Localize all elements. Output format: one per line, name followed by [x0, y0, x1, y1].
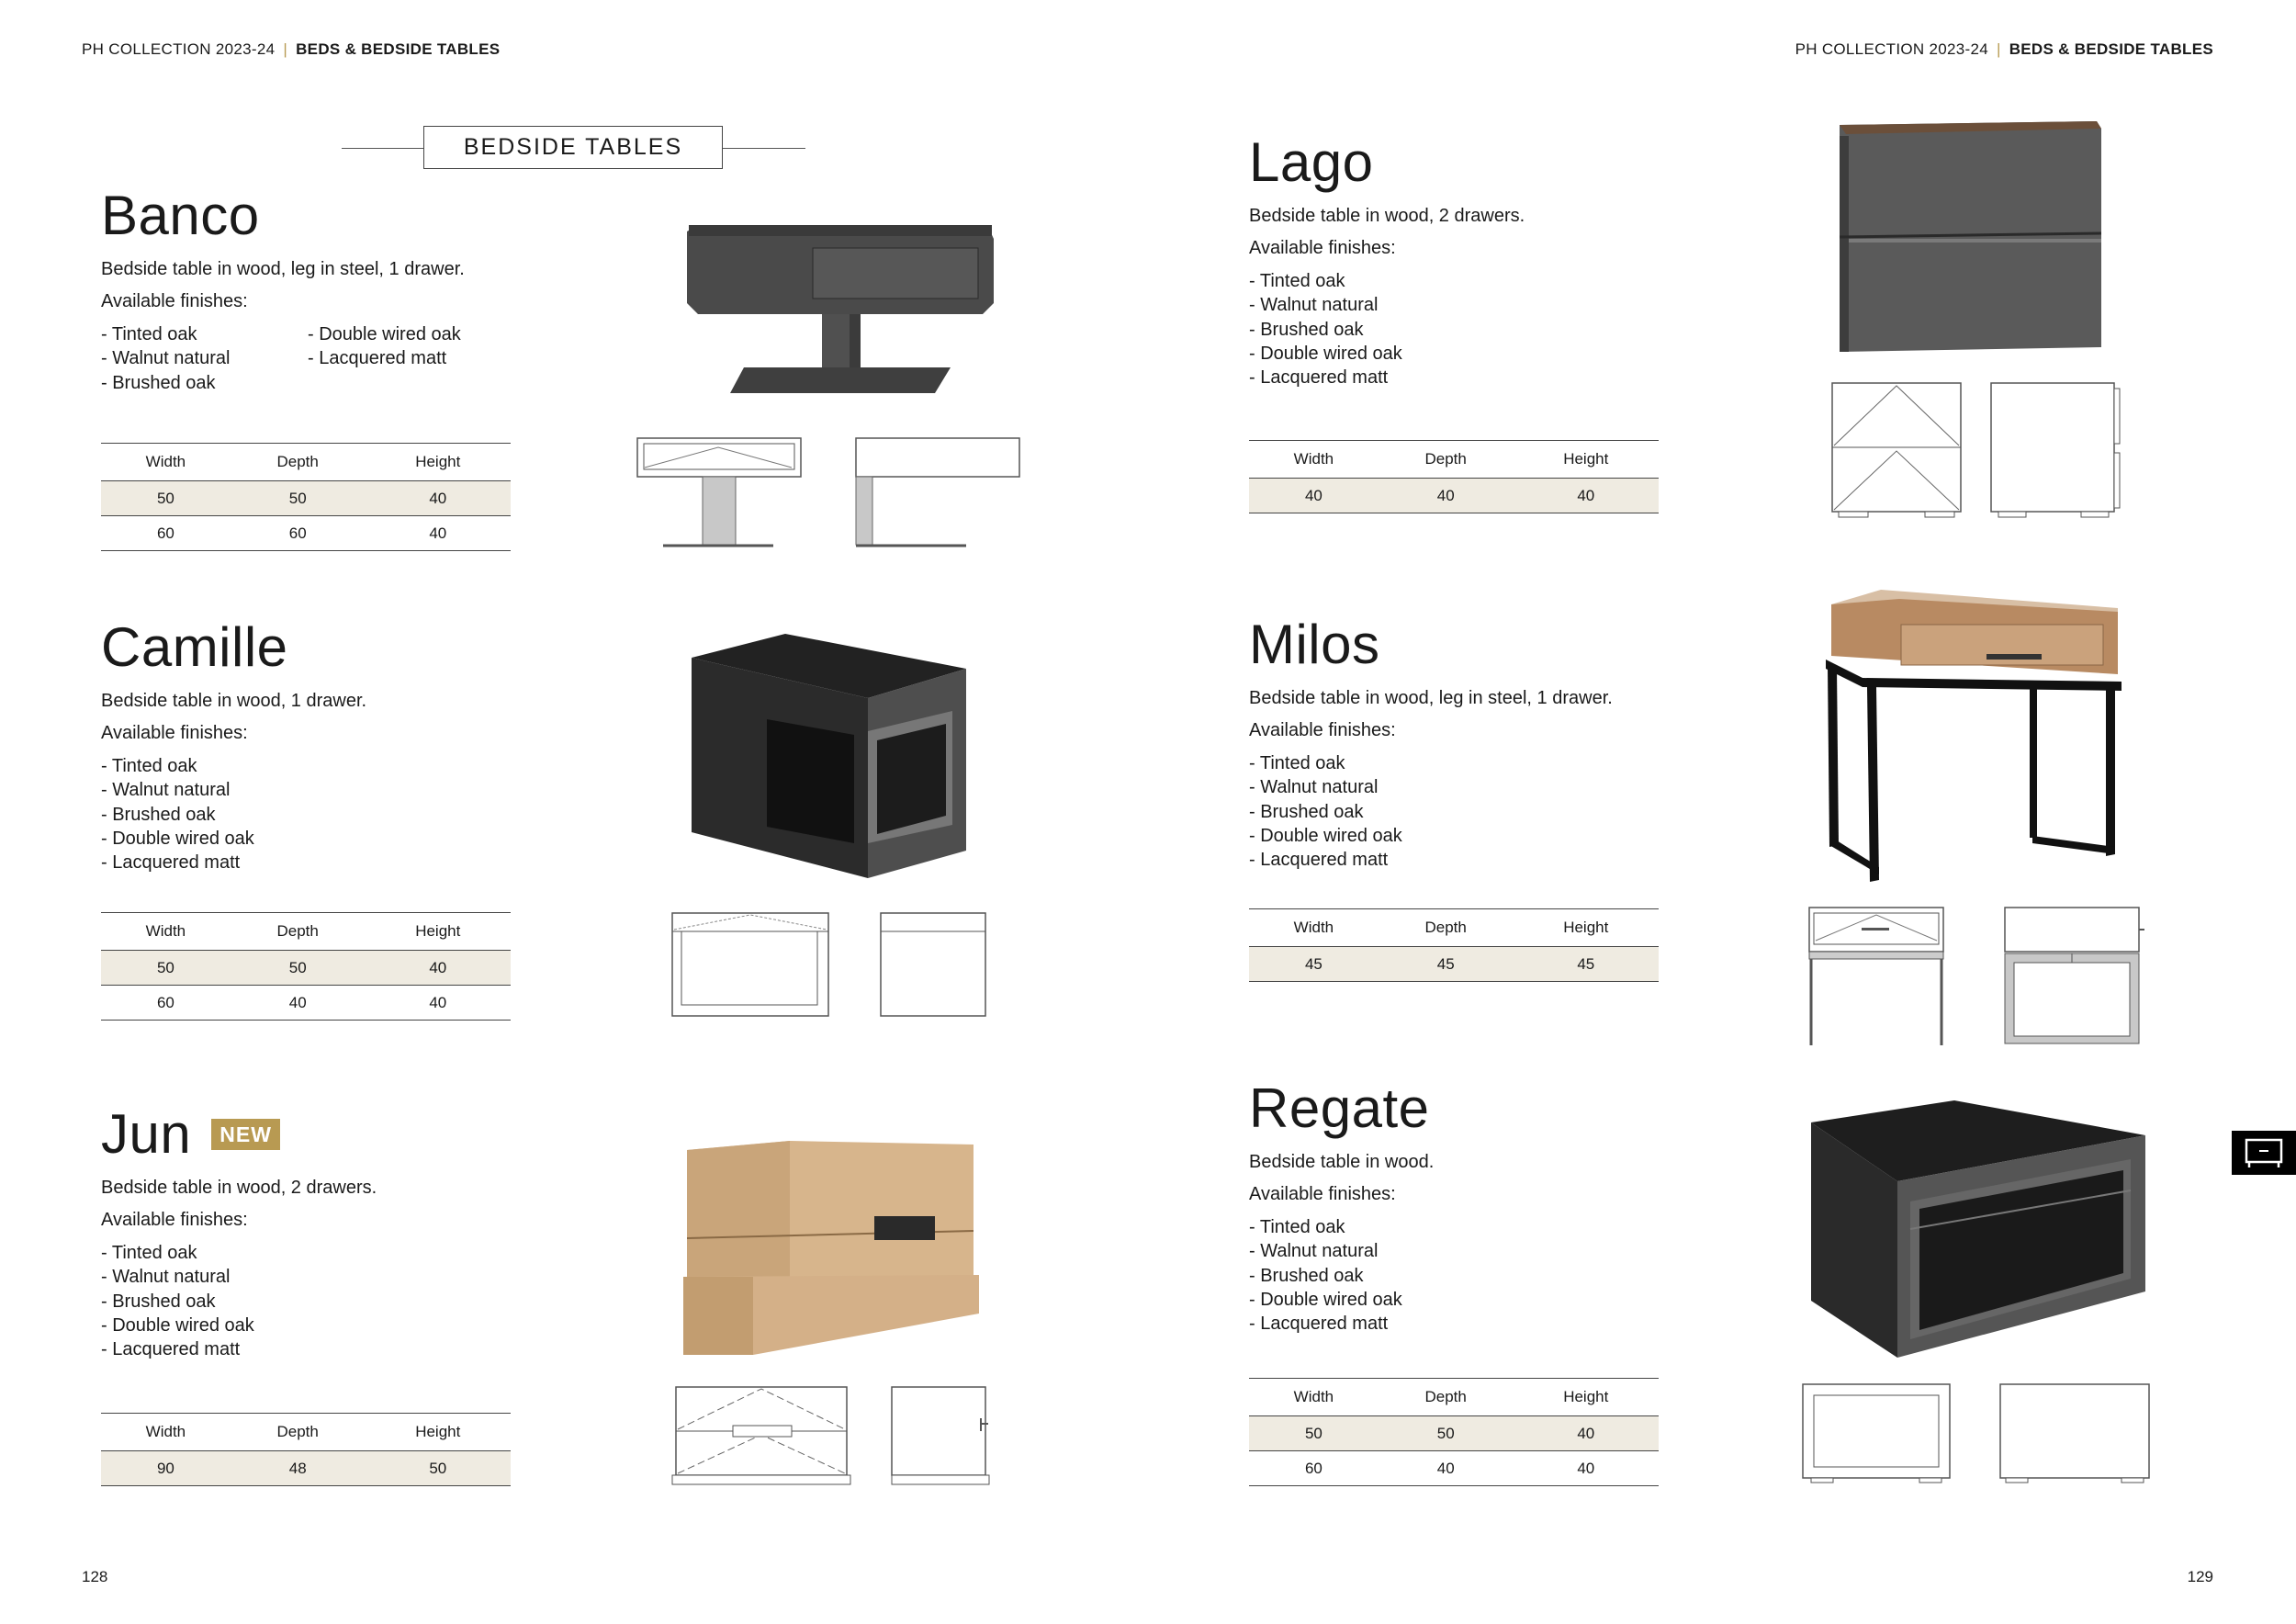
cell-width: 50 — [101, 951, 231, 986]
finish-item: - Double wired oak — [1249, 825, 1402, 846]
dimensions-table — [1249, 908, 1659, 982]
table-row — [1249, 479, 1659, 513]
header-collection: PH COLLECTION 2023-24 — [82, 40, 276, 58]
col-width: Width — [1249, 1379, 1379, 1416]
finish-item: - Double wired oak — [1249, 1289, 1402, 1310]
finish-item: - Lacquered matt — [1249, 850, 1389, 871]
product-lago — [1249, 133, 1662, 389]
section-label: BEDSIDE TABLES — [423, 126, 723, 169]
product-description: Bedside table in wood, 1 drawer. — [101, 691, 367, 711]
new-badge: NEW — [211, 1119, 280, 1150]
product-milos — [1249, 615, 1662, 872]
dimensions-table — [101, 912, 511, 1021]
regate-photo — [1807, 1099, 2149, 1359]
cell-depth: 50 — [231, 951, 366, 986]
cell-width: 60 — [101, 516, 231, 551]
header-collection: PH COLLECTION 2023-24 — [1795, 40, 1988, 58]
finishes-label: Available finishes: — [1249, 720, 1396, 740]
finish-item: - Walnut natural — [1249, 295, 1379, 316]
page-number-right: 129 — [2187, 1568, 2213, 1585]
finish-item: - Brushed oak — [101, 372, 216, 393]
table-row — [101, 516, 511, 551]
section-rule-right — [723, 148, 805, 149]
bedside-table-tab[interactable] — [2232, 1131, 2296, 1175]
page-number-left: 128 — [82, 1568, 108, 1585]
dimensions-table — [1249, 1378, 1659, 1486]
finishes-list — [101, 322, 514, 395]
finishes-list — [1249, 269, 1662, 389]
table-row — [1249, 1451, 1659, 1486]
product-title: Banco — [101, 185, 260, 246]
finishes-label: Available finishes: — [1249, 1184, 1396, 1204]
col-height: Height — [366, 913, 511, 951]
finish-item: - Tinted oak — [101, 324, 197, 344]
lago-drawings — [1828, 381, 2123, 519]
finish-item: - Lacquered matt — [101, 1339, 241, 1360]
header-separator: | — [283, 40, 288, 58]
lago-photo — [1835, 118, 2105, 358]
finishes-label: Available finishes: — [1249, 238, 1396, 258]
table-header-row — [1249, 441, 1659, 479]
table-header-row — [1249, 909, 1659, 947]
cell-depth: 50 — [231, 481, 366, 516]
cell-height: 40 — [366, 481, 511, 516]
finish-item: - Lacquered matt — [1249, 1314, 1389, 1335]
product-title-row — [101, 1105, 514, 1164]
cell-width: 50 — [101, 481, 231, 516]
cell-height: 40 — [366, 516, 511, 551]
finish-item: - Walnut natural — [1249, 1241, 1379, 1262]
cell-width: 90 — [101, 1451, 231, 1486]
cell-height: 40 — [1514, 1416, 1659, 1451]
cell-height: 40 — [366, 986, 511, 1021]
product-description: Bedside table in wood, 2 drawers. — [1249, 206, 1525, 226]
col-depth: Depth — [1379, 909, 1514, 947]
camille-photo — [684, 632, 974, 880]
cell-width: 45 — [1249, 947, 1379, 982]
product-banco — [101, 186, 514, 395]
finish-item: - Brushed oak — [101, 1291, 216, 1312]
header-right — [1795, 40, 2213, 59]
finish-item: - Lacquered matt — [101, 852, 241, 874]
finishes-label: Available finishes: — [101, 723, 248, 743]
product-title: Regate — [1249, 1077, 1430, 1139]
finishes-list — [1249, 1215, 1662, 1336]
finish-item: - Double wired oak — [308, 324, 461, 344]
bedside-table-icon — [2232, 1131, 2296, 1175]
col-depth: Depth — [1379, 1379, 1514, 1416]
product-title: Milos — [1249, 614, 1380, 675]
col-width: Width — [101, 1414, 231, 1451]
table-row — [101, 481, 511, 516]
table-row — [1249, 947, 1659, 982]
banco-drawings — [636, 434, 1021, 552]
dimensions-table — [1249, 440, 1659, 513]
finish-item: - Tinted oak — [101, 1243, 197, 1263]
finish-item: - Tinted oak — [1249, 1217, 1345, 1237]
product-regate — [1249, 1079, 1662, 1336]
finish-item: - Walnut natural — [1249, 777, 1379, 798]
cell-width: 50 — [1249, 1416, 1379, 1451]
table-header-row — [101, 444, 511, 481]
table-row — [101, 1451, 511, 1486]
col-depth: Depth — [231, 913, 366, 951]
finish-item: - Walnut natural — [101, 780, 231, 801]
cell-depth: 50 — [1379, 1416, 1514, 1451]
table-row — [101, 986, 511, 1021]
banco-photo — [661, 211, 1001, 404]
finish-item: - Tinted oak — [101, 756, 197, 776]
table-header-row — [101, 1414, 511, 1451]
finishes-label: Available finishes: — [101, 1210, 248, 1230]
header-separator: | — [1996, 40, 2001, 58]
finishes-list — [101, 754, 514, 874]
table-row — [101, 951, 511, 986]
product-title: Camille — [101, 616, 288, 678]
cell-depth: 40 — [231, 986, 366, 1021]
finishes-list — [101, 1241, 514, 1361]
col-height: Height — [1514, 441, 1659, 479]
col-width: Width — [1249, 909, 1379, 947]
finish-item: - Walnut natural — [101, 1267, 231, 1288]
col-height: Height — [366, 444, 511, 481]
cell-height: 40 — [366, 951, 511, 986]
product-title: Lago — [1249, 131, 1374, 193]
dimensions-table — [101, 1413, 511, 1486]
table-row — [1249, 1416, 1659, 1451]
finish-item: - Brushed oak — [101, 804, 216, 825]
product-title: Jun — [101, 1103, 192, 1165]
col-width: Width — [101, 444, 231, 481]
cell-depth: 48 — [231, 1451, 366, 1486]
header-section: BEDS & BEDSIDE TABLES — [296, 40, 501, 58]
product-camille — [101, 618, 514, 874]
table-header-row — [101, 913, 511, 951]
col-width: Width — [101, 913, 231, 951]
col-height: Height — [1514, 909, 1659, 947]
product-description: Bedside table in wood, leg in steel, 1 drawer. — [1249, 688, 1613, 708]
jun-photo — [680, 1139, 983, 1364]
col-depth: Depth — [1379, 441, 1514, 479]
col-depth: Depth — [231, 1414, 366, 1451]
finish-item: - Lacquered matt — [308, 348, 447, 369]
cell-height: 40 — [1514, 479, 1659, 513]
table-header-row — [1249, 1379, 1659, 1416]
cell-depth: 40 — [1379, 1451, 1514, 1486]
product-description: Bedside table in wood, leg in steel, 1 drawer. — [101, 259, 465, 279]
header-left — [82, 40, 500, 59]
product-jun — [101, 1105, 514, 1361]
section-rule-left — [342, 148, 423, 149]
finish-item: - Lacquered matt — [1249, 367, 1389, 389]
finish-item: - Double wired oak — [101, 1314, 254, 1336]
dimensions-table — [101, 443, 511, 551]
finish-item: - Tinted oak — [1249, 271, 1345, 291]
milos-photo — [1826, 588, 2124, 884]
finishes-list — [1249, 751, 1662, 872]
jun-drawings — [670, 1385, 992, 1488]
cell-depth: 60 — [231, 516, 366, 551]
col-height: Height — [366, 1414, 511, 1451]
header-section: BEDS & BEDSIDE TABLES — [2009, 40, 2213, 58]
cell-height: 50 — [366, 1451, 511, 1486]
product-description: Bedside table in wood. — [1249, 1152, 1435, 1172]
col-width: Width — [1249, 441, 1379, 479]
milos-drawings — [1805, 906, 2154, 1047]
product-description: Bedside table in wood, 2 drawers. — [101, 1178, 377, 1198]
finish-item: - Brushed oak — [1249, 801, 1364, 822]
finish-item: - Tinted oak — [1249, 753, 1345, 773]
cell-width: 60 — [1249, 1451, 1379, 1486]
col-depth: Depth — [231, 444, 366, 481]
cell-width: 60 — [101, 986, 231, 1021]
finish-item: - Brushed oak — [1249, 1265, 1364, 1286]
regate-drawings — [1800, 1382, 2155, 1485]
camille-drawings — [670, 911, 988, 1018]
finish-item: - Brushed oak — [1249, 319, 1364, 340]
cell-depth: 40 — [1379, 479, 1514, 513]
finish-item: - Walnut natural — [101, 348, 231, 369]
finishes-label: Available finishes: — [101, 291, 248, 311]
cell-height: 45 — [1514, 947, 1659, 982]
cell-depth: 45 — [1379, 947, 1514, 982]
cell-width: 40 — [1249, 479, 1379, 513]
finish-item: - Double wired oak — [101, 828, 254, 849]
col-height: Height — [1514, 1379, 1659, 1416]
finish-item: - Double wired oak — [1249, 343, 1402, 364]
cell-height: 40 — [1514, 1451, 1659, 1486]
